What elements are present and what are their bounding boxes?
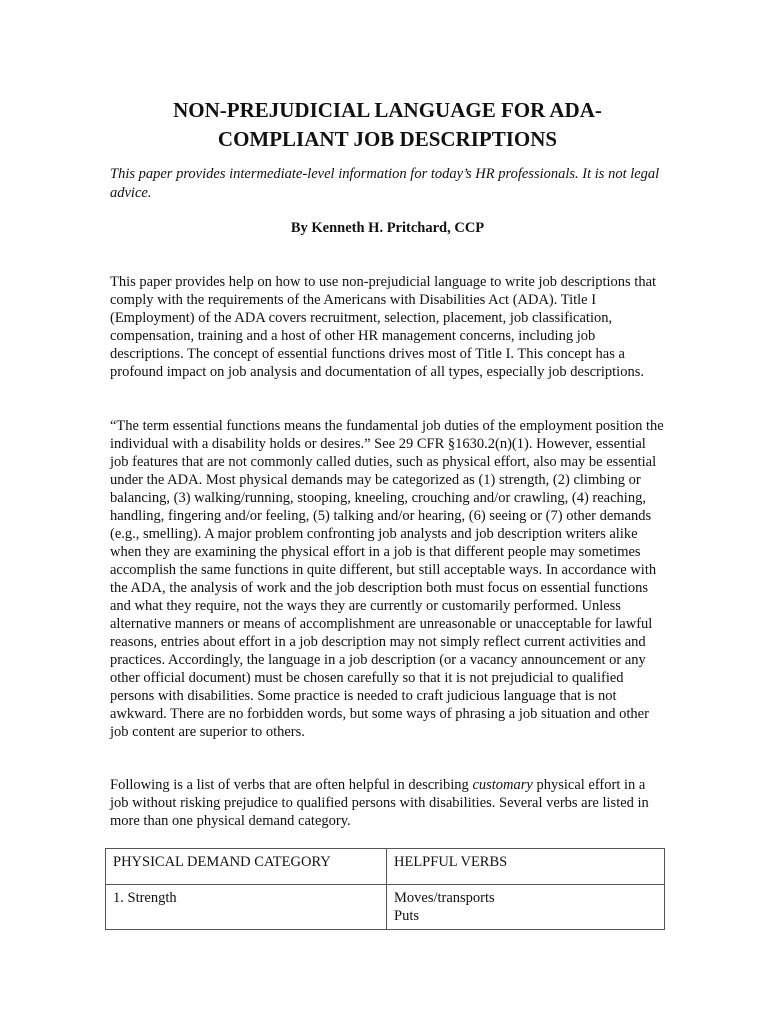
document-title: NON-PREJUDICIAL LANGUAGE FOR ADA-COMPLIANT JOB DESCRIPTIONS: [173, 98, 602, 151]
physical-demand-table: [105, 848, 665, 930]
table-cell-category: [106, 885, 387, 930]
paragraph-1: This paper provides help on how to use non-prejudicial language to write job descriptions that comply with the requirements of the Americans with Disabilities Act (ADA). Title I (Employment) of the ADA covers recruitment, selection, placement, job classification, compensation, training and a host of other HR management concerns, including job descriptions. The concept of essential functions drives most of Title I. This concept has a profound impact on job analysis and documentation of all types, especially job descriptions.: [110, 274, 657, 380]
paragraph-3-text-a: Following is a list of verbs that are often helpful in describing: [110, 777, 473, 793]
row-category-text: 1. Strength: [113, 890, 177, 906]
paragraph-3-text-b: physical effort in a job without risking prejudice to qualified persons with disabilities. Several verbs are listed in more than one physical demand category.: [110, 777, 649, 829]
paragraph-3: [110, 776, 665, 830]
table-cell-verbs: [387, 885, 665, 930]
header-category-text: PHYSICAL DEMAND CATEGORY: [113, 854, 331, 870]
author-byline: By Kenneth H. Pritchard, CCP: [290, 220, 485, 236]
paragraph-3-emphasis: customary: [472, 777, 533, 793]
paragraph-2: “The term essential functions means the fundamental job duties of the employment position the individual with a disability holds or desires.” See 29 CFR §1630.2(n)(1). However, essential job features that are not commonly called duties, such as physical effort, also may be essential under the ADA. Most physical demands may be categorized as (1) strength, (2) climbing or balancing, (3) walking/running, stooping, kneeling, crouching and/or crawling, (4) reaching, handling, fingering and/or feeling, (5) talking and/or hearing, (6) seeing or (7) other demands (e.g., smelling). A major problem confronting job analysts and job description writers alike when they are examining the physical effort in a job is that different people may sometimes accomplish the same functions in quite different, but still acceptable ways. In accordance with the ADA, the analysis of work and the job description both must focus on essential functions and what they require, not the ways they are currently or customarily performed. Unless alternative manners or means of accomplishment are unreasonable or unacceptable for lawful reasons, entries about effort in a job description may not simply reflect current activities and practices. Accordingly, the language in a job description (or a vacancy announcement or any other official document) must be chosen carefully so that it is not prejudicial to qualified persons with disabilities. Some practice is needed to craft judicious language that is not awkward. There are no forbidden words, but some ways of phrasing a job situation and other job content are superior to others.: [110, 418, 664, 740]
table-header-row: [106, 849, 665, 885]
header-verbs-text: HELPFUL VERBS: [394, 854, 508, 870]
table-header-verbs: [387, 849, 665, 885]
verb-item: Puts: [394, 908, 419, 924]
table-header-category: [106, 849, 387, 885]
intro-note: This paper provides intermediate-level information for today’s HR professionals. It is not legal advice.: [110, 166, 660, 201]
table-row: [106, 885, 665, 930]
verbs-list: [387, 885, 664, 929]
verb-item: Moves/transports: [394, 890, 495, 906]
